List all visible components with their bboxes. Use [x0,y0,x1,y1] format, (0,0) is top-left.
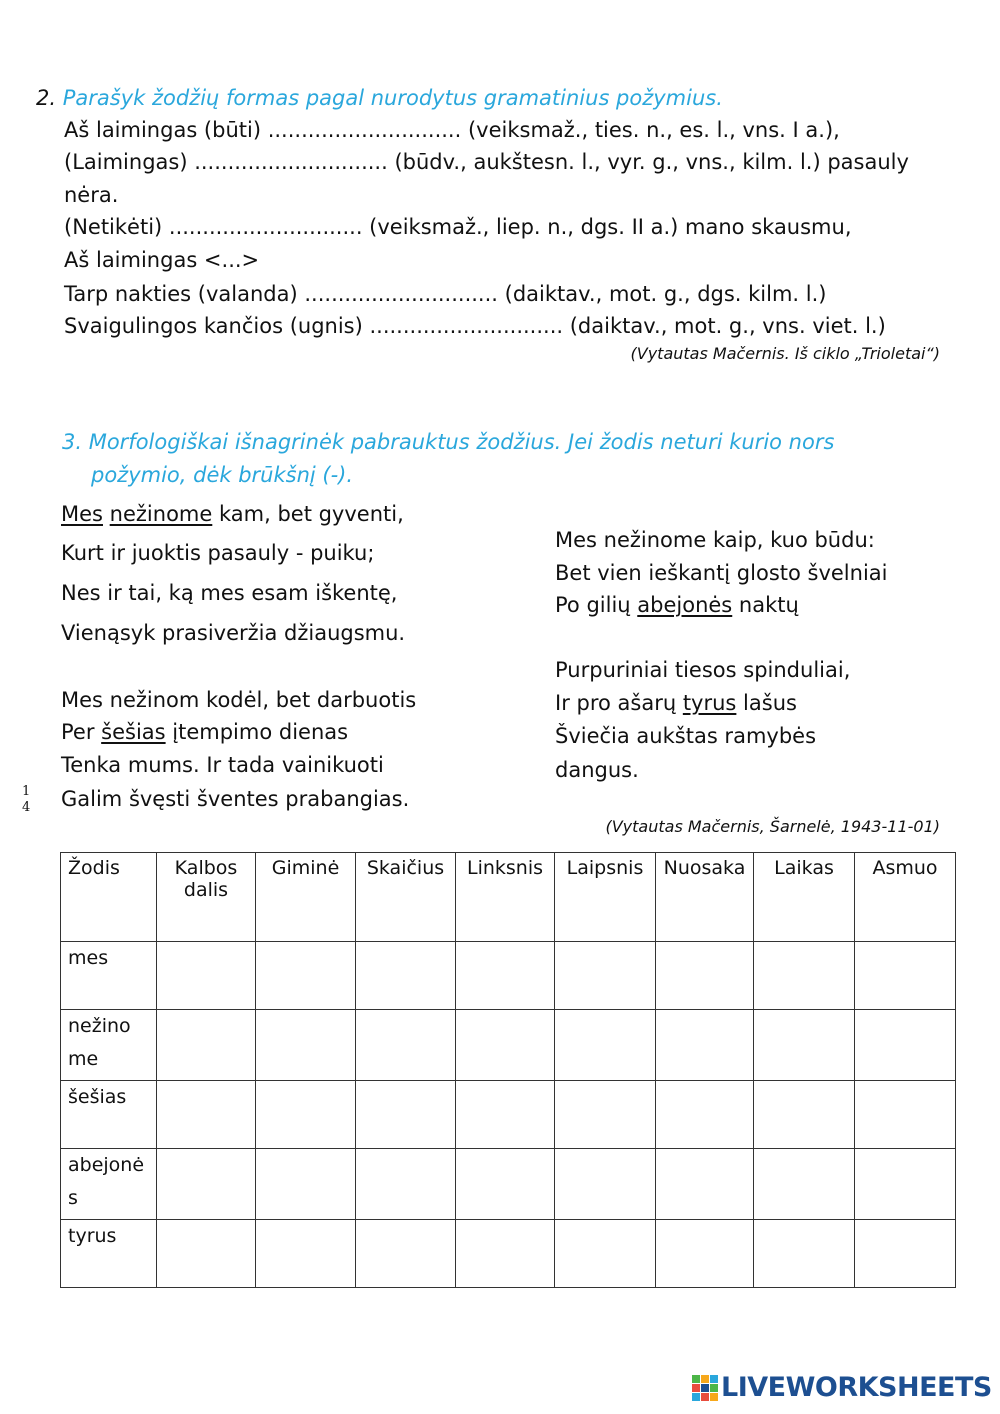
answer-cell[interactable] [855,1220,956,1288]
right-poem-line-2: Bet vien ieškantį glosto švelniai [555,561,888,585]
left-poem-line-6 [61,720,348,744]
answer-cell[interactable] [456,1220,555,1288]
answer-cell[interactable] [157,1081,256,1149]
task2-title: Parašyk žodžių formas pagal nurodytus gramatinius požymius. [62,86,723,110]
header-zodis: Žodis [61,853,157,942]
answer-cell[interactable] [754,1149,855,1220]
left-poem-line-1-rest: kam, bet gyventi, [212,502,404,526]
answer-cell[interactable] [656,1081,754,1149]
task2-line-4: (Netikėti) ............................. (veiksmaž., liep. n., dgs. II a.) mano skausmu, [64,215,852,239]
header-linksnis: Linksnis [456,853,555,942]
header-laikas: Laikas [754,853,855,942]
page-fraction [22,784,30,816]
fraction-bottom: 4 [22,800,31,815]
underlined-word-abejones: abejonės [637,593,733,617]
right-poem-line-6: Šviečia aukštas ramybės [555,724,817,748]
word-cell: nežinome [61,1010,157,1081]
answer-cell[interactable] [256,1220,356,1288]
header-gimine: Giminė [256,853,356,942]
header-nuosaka: Nuosaka [656,853,754,942]
answer-cell[interactable] [656,1149,754,1220]
right-poem-line-7: dangus. [555,758,639,782]
task2-line-3: nėra. [64,183,119,207]
answer-cell[interactable] [754,1010,855,1081]
table-row [61,942,956,1010]
answer-cell[interactable] [256,942,356,1010]
right-poem-line-5 [555,691,797,715]
fraction-top: 1 [22,784,31,799]
answer-cell[interactable] [157,1220,256,1288]
task2-source: (Vytautas Mačernis. Iš ciklo „Trioletai“) [630,344,940,363]
answer-cell[interactable] [555,942,656,1010]
task2-line-6: Tarp nakties (valanda) ............................. (daiktav., mot. g., dgs. kilm. l.) [64,282,827,306]
answer-cell[interactable] [656,942,754,1010]
left-poem-line-3: Nes ir tai, ką mes esam iškentę, [61,581,398,605]
underlined-word-tyrus: tyrus [682,691,737,715]
task3-source: (Vytautas Mačernis, Šarnelė, 1943-11-01) [605,817,940,836]
header-skaicius: Skaičius [356,853,456,942]
left-poem-line-2: Kurt ir juoktis pasauly - puiku; [61,541,375,565]
answer-cell[interactable] [555,1149,656,1220]
table-header-row [61,853,956,942]
task2-line-5: Aš laimingas <...> [64,248,260,272]
left-poem-line-1 [61,502,404,526]
logo-text: LIVEWORKSHEETS [721,1372,992,1403]
task2-line-1: Aš laimingas (būti) ............................. (veiksmaž., ties. n., es. l., vns. I a.), [64,118,840,142]
answer-cell[interactable] [256,1010,356,1081]
right-poem-line-5-post: lašus [736,691,797,715]
task2-line-2: (Laimingas) ............................. (būdv., aukštesn. l., vyr. g., vns., kilm. l.) pasauly [64,150,909,174]
underlined-word-sesias: šešias [101,720,166,744]
answer-cell[interactable] [555,1081,656,1149]
answer-cell[interactable] [456,942,555,1010]
task3-title-line-2: požymio, dėk brūkšnį (-). [91,463,354,487]
left-poem-line-6-post: įtempimo dienas [165,720,349,744]
task2-line-7: Svaigulingos kančios (ugnis) ............................. (daiktav., mot. g., vns. viet. l.) [64,314,886,338]
answer-cell[interactable] [456,1081,555,1149]
task2-number: 2. [36,86,57,110]
header-kalbos-dalis: Kalbos dalis [157,853,256,942]
word-cell: abejonės [61,1149,157,1220]
task3-title-line-1: 3. Morfologiškai išnagrinėk pabrauktus žodžius. Jei žodis neturi kurio nors [62,430,835,454]
word-cell: mes [61,942,157,1010]
answer-cell[interactable] [754,1081,855,1149]
answer-cell[interactable] [555,1010,656,1081]
word-cell: šešias [61,1081,157,1149]
answer-cell[interactable] [855,1081,956,1149]
answer-cell[interactable] [754,942,855,1010]
underlined-word-nezinome: nežinome [109,502,213,526]
header-laipsnis: Laipsnis [555,853,656,942]
answer-cell[interactable] [656,1010,754,1081]
left-poem-line-4: Vienąsyk prasiveržia džiaugsmu. [61,621,406,645]
table-row [61,1081,956,1149]
right-poem-line-3-post: naktų [732,593,799,617]
answer-cell[interactable] [157,1010,256,1081]
logo-squares-icon [692,1375,718,1401]
right-poem-line-3 [555,593,799,617]
answer-cell[interactable] [157,1149,256,1220]
left-poem-line-8: Galim švęsti šventes prabangias. [61,787,410,811]
table-row [61,1220,956,1288]
task2-heading [36,82,723,115]
answer-cell[interactable] [256,1081,356,1149]
right-poem-line-5-pre: Ir pro ašarų [555,691,683,715]
analysis-table [60,852,956,1288]
right-poem-line-4: Purpuriniai tiesos spinduliai, [555,658,851,682]
left-poem-line-6-pre: Per [61,720,102,744]
answer-cell[interactable] [656,1220,754,1288]
answer-cell[interactable] [356,1220,456,1288]
right-poem-line-1: Mes nežinome kaip, kuo būdu: [555,528,875,552]
answer-cell[interactable] [356,1081,456,1149]
left-poem-line-5: Mes nežinom kodėl, bet darbuotis [61,688,417,712]
answer-cell[interactable] [356,1010,456,1081]
left-poem-line-7: Tenka mums. Ir tada vainikuoti [61,753,384,777]
answer-cell[interactable] [754,1220,855,1288]
underlined-word-mes: Mes [61,502,103,526]
answer-cell[interactable] [456,1149,555,1220]
liveworksheets-logo [692,1372,992,1403]
table-row [61,1010,956,1081]
answer-cell[interactable] [356,942,456,1010]
header-asmuo: Asmuo [855,853,956,942]
answer-cell[interactable] [855,942,956,1010]
answer-cell[interactable] [456,1010,555,1081]
table-row [61,1149,956,1220]
answer-cell[interactable] [555,1220,656,1288]
word-cell: tyrus [61,1220,157,1288]
answer-cell[interactable] [157,942,256,1010]
answer-cell[interactable] [356,1149,456,1220]
answer-cell[interactable] [855,1149,956,1220]
answer-cell[interactable] [855,1010,956,1081]
right-poem-line-3-pre: Po gilių [555,593,638,617]
answer-cell[interactable] [256,1149,356,1220]
